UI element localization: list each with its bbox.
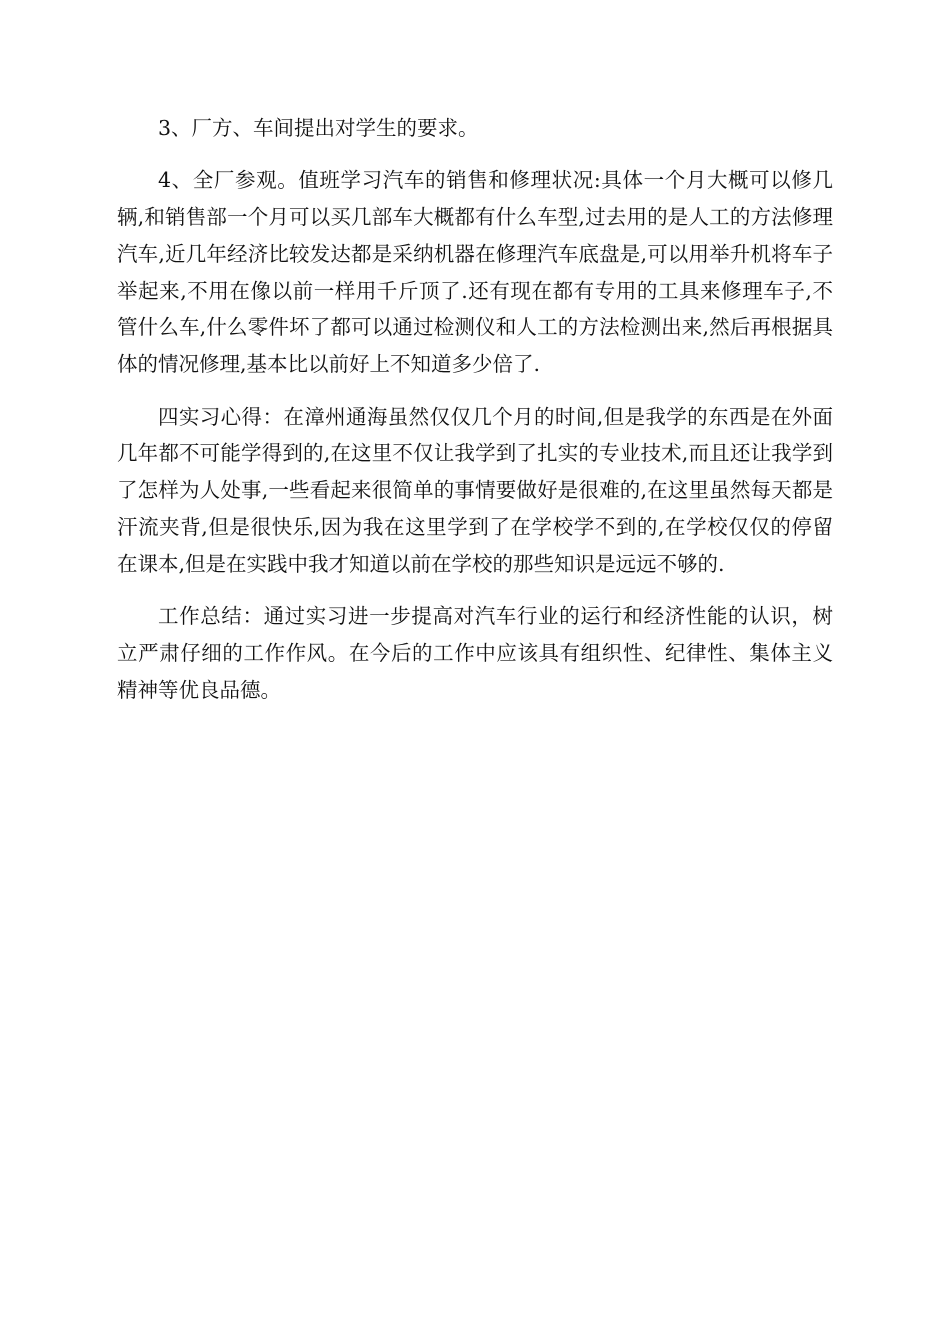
document-body (117, 110, 833, 724)
paragraph-requirements: 3、厂方、车间提出对学生的要求。 (158, 116, 479, 140)
paragraph-factory-tour: 4、全厂参观。值班学习汽车的销售和修理状况:具体一个月大概可以修几辆,和销售部一个月可以买几部车大概都有什么车型,过去用的是人工的方法修理汽车,近几年经济比较发达都是采纳机器在修理汽车底盘是,可以用举升机将车子举起来,不用在像以前一样用千斤顶了.还有现在都有专用的工具来修理车子,不管什么车,什么零件坏了都可以通过检测仪和人工的方法检测出来,然后再根据具体的情况修理,基本比以前好上不知道多少倍了. (117, 168, 833, 377)
paragraph-internship-reflection: 四实习心得：在漳州通海虽然仅仅几个月的时间,但是我学的东西是在外面几年都不可能学得到的,在这里不仅让我学到了扎实的专业技术,而且还让我学到了怎样为人处事,一些看起来很简单的事情要做好是很难的,在这里虽然每天都是汗流夹背,但是很快乐,因为我在这里学到了在学校学不到的,在学校仅仅的停留在课本,但是在实践中我才知道以前在学校的那些知识是远远不够的. (117, 404, 833, 576)
paragraph-work-summary: 工作总结：通过实习进一步提高对汽车行业的运行和经济性能的认识，树立严肃仔细的工作作风。在今后的工作中应该具有组织性、纪律性、集体主义精神等优良品德。 (117, 604, 833, 702)
